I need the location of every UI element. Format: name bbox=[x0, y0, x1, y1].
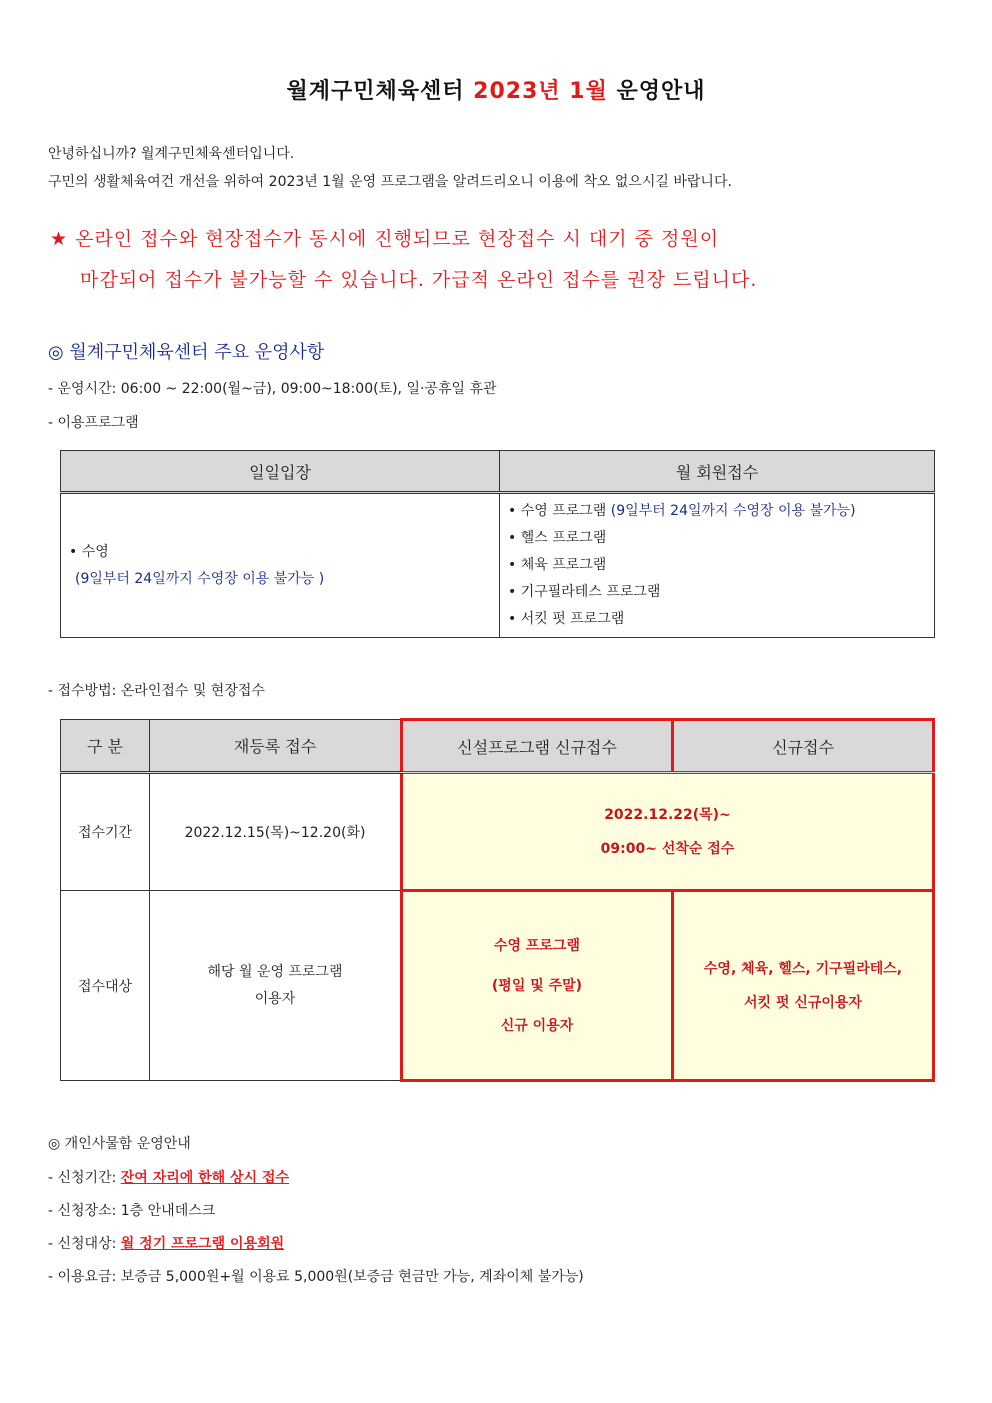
daily-note: (9일부터 24일까지 수영장 이용 불가능 ) bbox=[75, 570, 325, 587]
page-title: 월계구민체육센터 2023년 1월 운영안내 bbox=[286, 79, 706, 104]
header-monthly: 월 회원접수 bbox=[500, 451, 935, 493]
header-new-program: 신설프로그램 신규접수 bbox=[402, 720, 673, 773]
locker-period: - 신청기간: 잔여 자리에 한해 상시 접수 bbox=[48, 1170, 290, 1186]
notice-line-1: ★ 온라인 접수와 현장접수가 동시에 진행되므로 현장접수 시 대기 중 정원이 bbox=[50, 228, 720, 250]
title-highlight: 2023년 1월 bbox=[473, 79, 608, 104]
period-label: 접수기간 bbox=[61, 773, 150, 891]
target-label: 접수대상 bbox=[61, 891, 150, 1081]
locker-title: ◎ 개인사물함 운영안내 bbox=[48, 1136, 191, 1152]
monthly-cell bbox=[500, 493, 935, 638]
target-reregister: 해당 월 운영 프로그램 이용자 bbox=[150, 891, 402, 1081]
locker-place: - 신청장소: 1층 안내데스크 bbox=[48, 1203, 216, 1219]
notice-line-2: 마감되어 접수가 불가능할 수 있습니다. 가급적 온라인 접수를 권장 드립니다. bbox=[80, 269, 758, 291]
monthly-item: • 체육 프로그램 bbox=[508, 557, 607, 573]
header-daily: 일일입장 bbox=[61, 451, 500, 493]
target-new: 수영, 체육, 헬스, 기구필라테스, 서킷 펏 신규이용자 bbox=[673, 891, 934, 1081]
monthly-item: • 기구필라테스 프로그램 bbox=[508, 584, 661, 600]
intro-line-1: 안녕하십니까? 월계구민체육센터입니다. bbox=[48, 146, 295, 162]
section-title-operations: ◎ 월계구민체육센터 주요 운영사항 bbox=[48, 342, 325, 363]
operating-hours: - 운영시간: 06:00 ~ 22:00(월~금), 09:00~18:00(토), 일·공휴일 휴관 bbox=[48, 381, 497, 397]
period-reregister: 2022.12.15(목)~12.20(화) bbox=[150, 773, 402, 891]
monthly-item: • 헬스 프로그램 bbox=[508, 530, 607, 546]
intro-line-2: 구민의 생활체육여건 개선을 위하여 2023년 1월 운영 프로그램을 알려드리오니 이용에 착오 없으시길 바랍니다. bbox=[48, 174, 732, 190]
programs-label: - 이용프로그램 bbox=[48, 415, 139, 431]
monthly-item: • 서킷 펏 프로그램 bbox=[508, 611, 625, 627]
header-new: 신규접수 bbox=[673, 720, 934, 773]
reception-method: - 접수방법: 온라인접수 및 현장접수 bbox=[48, 683, 265, 699]
reception-table bbox=[60, 718, 935, 1082]
header-reregister: 재등록 접수 bbox=[150, 720, 402, 773]
daily-cell bbox=[61, 493, 500, 638]
locker-target: - 신청대상: 월 정기 프로그램 이용회원 bbox=[48, 1236, 285, 1252]
target-new-program: 수영 프로그램 (평일 및 주말) 신규 이용자 bbox=[402, 891, 673, 1081]
header-category: 구 분 bbox=[61, 720, 150, 773]
period-new: 2022.12.22(목)~ 09:00~ 선착순 접수 bbox=[402, 773, 934, 891]
star-icon: ★ bbox=[50, 228, 69, 250]
monthly-item-swim: • 수영 프로그램 (9일부터 24일까지 수영장 이용 불가능) bbox=[508, 503, 856, 519]
daily-item: • 수영 bbox=[69, 543, 109, 560]
program-table bbox=[60, 450, 935, 638]
locker-fee: - 이용요금: 보증금 5,000원+월 이용료 5,000원(보증금 현금만 가능, 계좌이체 불가능) bbox=[48, 1269, 584, 1285]
